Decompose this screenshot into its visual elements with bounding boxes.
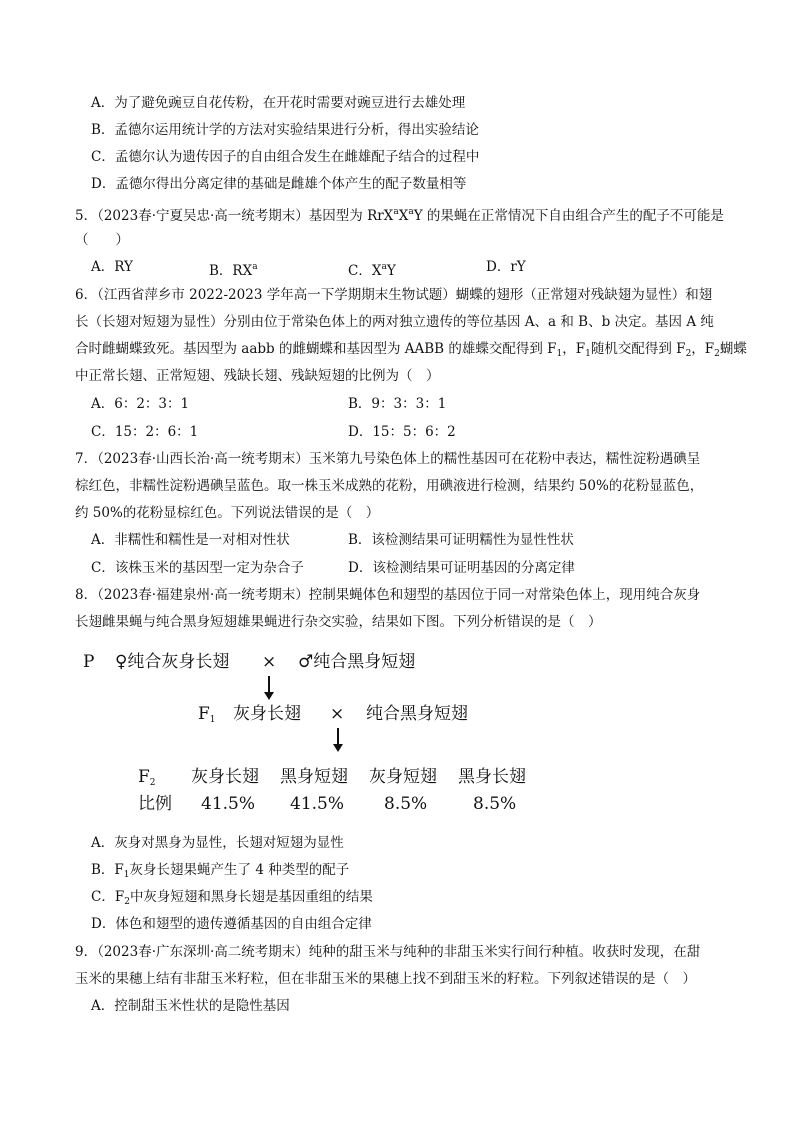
q5-stem-line2: （ ）	[75, 232, 129, 248]
cross-p-label: P	[83, 652, 95, 672]
q7-option-a: A．非糯性和糯性是一对相对性状	[91, 532, 290, 548]
q5-option-b: B．$RX^a$	[209, 262, 258, 279]
q4-option-c: C．孟德尔认为遗传因子的自由组合发生在雌雄配子结合的过程中	[91, 149, 480, 165]
q8-option-d: D．体色和翅型的遗传遵循基因的自由组合定律	[91, 916, 372, 932]
cross-ratio-label: 比例	[138, 794, 172, 814]
q7-option-c: C．该株玉米的基因型一定为杂合子	[91, 560, 304, 576]
cross-f1-label: $F_1$	[198, 704, 216, 725]
q8-option-b: B．$F_1$灰身长翅果蝇产生了 4 种类型的配子	[91, 862, 350, 880]
cross-arrow-f1-f2	[337, 728, 339, 746]
cross-arrow-p-f1	[268, 676, 270, 694]
q9-stem-line2: 玉米的果穗上结有非甜玉米籽粒，但在非甜玉米的果穗上找不到甜玉米的籽粒。下列叙述错误的是（ ）	[75, 971, 696, 987]
cross-ratio-2: 41.5%	[290, 794, 345, 814]
cross-f2-phenotype-3: 灰身短翅	[369, 767, 437, 787]
cross-f2-phenotype-4: 黑身长翅	[458, 767, 526, 787]
q5-option-c: C．$X^aY$	[348, 262, 396, 279]
q6-option-a: A．6：2：3：1	[91, 396, 190, 412]
q4-option-a: A．为了避免豌豆自花传粉，在开花时需要对豌豆进行去雄处理	[91, 95, 466, 111]
cross-p-male: ♂纯合黑身短翅	[298, 652, 416, 672]
cross-p-female: ♀纯合灰身长翅	[115, 652, 230, 672]
q9-stem-line1: 9．（2023春·广东深圳·高二统考期末）纯种的甜玉米与纯种的非甜玉米实行间行种植。收获时发现，在甜	[75, 944, 701, 960]
cross-f1-times: ×	[330, 704, 345, 724]
q7-stem-line1: 7．（2023春·山西长治·高一统考期末）玉米第九号染色体上的糯性基因可在花粉中表达，糯性淀粉遇碘呈	[75, 451, 701, 467]
cross-p-times: ×	[262, 652, 277, 672]
q6-option-d: D．15：5：6：2	[348, 424, 456, 440]
q6-stem-line4: 中正常长翅、正常短翅、残缺长翅、残缺短翅的比例为（ ）	[75, 368, 440, 384]
cross-f1-testcross: 纯合黑身短翅	[366, 704, 468, 724]
cross-ratio-4: 8.5%	[473, 794, 517, 814]
q5-option-d: D．rY	[486, 259, 526, 275]
q4-option-b: B．孟德尔运用统计学的方法对实验结果进行分析，得出实验结论	[91, 122, 479, 138]
q7-stem-line2: 棕红色，非糯性淀粉遇碘呈蓝色。取一株玉米成熟的花粉，用碘液进行检测，结果约 50%的花粉显蓝色，	[75, 478, 704, 494]
q6-stem-line3: 合时雌蝴蝶致死。基因型为 aabb 的雌蝴蝶和基因型为 AABB 的雄蝶交配得到 $F_1$，$F_1$随机交配得到 $F_2$，$F_2$蝴蝶	[75, 341, 747, 359]
q6-option-c: C．15：2：6：1	[91, 424, 199, 440]
q7-option-d: D．该检测结果可证明基因的分离定律	[348, 560, 575, 576]
q4-option-d: D．孟德尔得出分离定律的基础是雌雄个体产生的配子数量相等	[91, 176, 467, 192]
q7-stem-line3: 约 50%的花粉显棕红色。下列说法错误的是（ ）	[75, 505, 380, 521]
cross-ratio-3: 8.5%	[384, 794, 428, 814]
q8-stem-line1: 8．（2023春·福建泉州·高一统考期末）控制果蝇体色和翅型的基因位于同一对常染色体上，现用纯合灰身	[75, 587, 701, 603]
cross-ratio-1: 41.5%	[201, 794, 256, 814]
q8-stem-line2: 长翅雌果蝇与纯合黑身短翅雄果蝇进行杂交实验，结果如下图。下列分析错误的是（ ）	[75, 614, 602, 630]
q9-option-a: A．控制甜玉米性状的是隐性基因	[91, 998, 290, 1014]
q5-stem-line1: 5．（2023春·宁夏吴忠·高一统考期末）基因型为 $RrX^aX^aY$ 的果蝇在正常情况下自由组合产生的配子不可能是	[75, 207, 724, 224]
q6-stem-line1: 6．（江西省萍乡市 2022-2023 学年高一下学期期末生物试题）蝴蝶的翅形（正常翅对残缺翅为显性）和翅	[75, 287, 713, 303]
q8-option-c: C．$F_2$中灰身短翅和黑身长翅是基因重组的结果	[91, 889, 373, 907]
q5-option-a: A．RY	[91, 259, 133, 275]
cross-f2-phenotype-1: 灰身长翅	[191, 767, 259, 787]
q6-option-b: B．9：3：3：1	[348, 396, 447, 412]
q8-option-a: A．灰身对黑身为显性，长翅对短翅为显性	[91, 835, 344, 851]
q6-stem-line2: 长（长翅对短翅为显性）分别由位于常染色体上的两对独立遗传的等位基因 A、a 和 B、b 决定。基因 A 纯	[75, 314, 714, 330]
cross-f2-phenotype-2: 黑身短翅	[280, 767, 348, 787]
q7-option-b: B．该检测结果可证明糯性为显性性状	[348, 532, 574, 548]
cross-f1-phenotype: 灰身长翅	[233, 704, 301, 724]
cross-f2-label: $F_2$	[138, 767, 156, 788]
